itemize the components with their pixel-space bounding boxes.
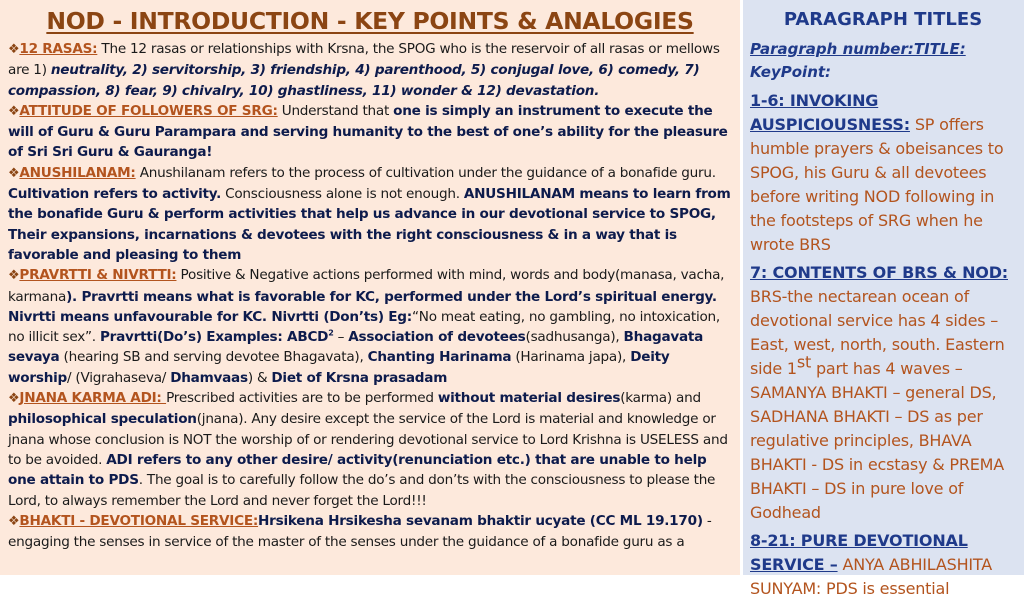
entry-text: ANYA ABHILASHITA SUNYAM: PDS is essential [750, 555, 993, 598]
heading-pravrtti: PRAVRTTI & NIVRTTI: [19, 267, 177, 284]
entry-text: part has 4 waves – SAMANYA BHAKTI – general DS, SADHANA BHAKTI – DS as per regulative principles, BHAVA BHAKTI - DS in ecstasy & PREMA BHAKTI – DS in pure love of Godhead [750, 359, 1005, 522]
paragraph-pravrtti [8, 265, 732, 388]
paragraph-anushilanam [8, 163, 732, 265]
entry-heading: 7: CONTENTS OF BRS & NOD: [750, 263, 1008, 282]
text: (sadhusanga), [525, 329, 624, 346]
bold-text: ). Pravrtti means what is favorable for KC, performed under the Lord’s spiritual energy. Nivrtti means unfavourable for KC. Nivrtti (Don’ts) Eg: [8, 288, 717, 325]
bold-text: Association of devotees [348, 329, 526, 346]
diamond-bullet-icon: ❖ [8, 268, 20, 284]
entry-text: SP offers humble prayers & obeisances to SPOG, his Guru & all devotees before writing NOD following in the footsteps of SRG when he wrote BRS [750, 115, 1004, 254]
entry-invoking [750, 89, 1016, 257]
paragraph-bhakti [8, 511, 732, 553]
bold-text: Bhagavata sevaya [8, 329, 704, 366]
bold-text: Dhamvaas [170, 369, 248, 386]
diamond-bullet-icon: ❖ [8, 391, 20, 407]
text: / (Vigrahaseva/ [67, 369, 171, 386]
legend-line-2: KeyPoint: [750, 63, 832, 81]
paragraph-titles-panel [743, 0, 1024, 598]
diamond-bullet-icon: ❖ [8, 103, 20, 119]
bold-text: without material desires [437, 390, 621, 407]
text: Understand that [277, 102, 394, 119]
bold-text: ANUSHILANAM means to learn from the bonafide Guru & perform activities that help us advance in our devotional service to SPOG, Their expansions, incarnations & devotees with the right consciousness & in a way that is favorable and pleasing to them [8, 186, 731, 263]
entry-heading: 1-6: INVOKING AUSPICIOUSNESS: [750, 91, 910, 134]
text: (karma) and [620, 390, 701, 407]
text: (hearing SB and serving devotee Bhagavata), [59, 349, 368, 366]
heading-attitude: ATTITUDE OF FOLLOWERS OF SRG: [19, 102, 278, 119]
text: (jnana). Any desire except the service of the Lord is material and knowledge or jnana whose conclusion is NOT the worship of or rendering devotional service to Lord Krishna is USELESS and to be avoided. [8, 411, 728, 468]
page-title: NOD - INTRODUCTION - KEY POINTS & ANALOGIES [46, 7, 694, 35]
text: “No meat eating, no gambling, no intoxication, no illicit sex”. [8, 308, 720, 346]
bold-text: Cultivation refers to activity. [8, 186, 222, 203]
entry-contents [750, 261, 1016, 525]
diamond-bullet-icon: ❖ [8, 42, 20, 57]
entry-heading: 8-21: PURE DEVOTIONAL SERVICE – [750, 531, 968, 574]
paragraph-attitude [8, 101, 732, 163]
bold-text: one is simply an instrument to execute the will of Guru & Guru Parampara and serving humanity to the best of one’s ability for the pleasure of Sri Sri Guru & Gauranga! [8, 102, 728, 161]
text: Positive & Negative actions performed with mind, words and body(manasa, vacha, karmana [8, 267, 725, 305]
bold-text: Deity worship [8, 349, 670, 386]
text: Anushilanam refers to the process of cultivation under the guidance of a bonafide guru. [135, 164, 716, 181]
diamond-bullet-icon: ❖ [8, 513, 20, 529]
heading-jnana-karma: JNANA KARMA ADI: [19, 390, 167, 407]
text: ) & [247, 369, 272, 386]
bold-text: ADI refers to any other desire/ activity(renunciation etc.) that are unable to help one attain to PDS [8, 451, 707, 489]
text: (Harinama japa), [511, 349, 631, 366]
text: – [333, 329, 349, 346]
panel-title: PARAGRAPH TITLES [783, 9, 983, 30]
bold-text: philosophical speculation [8, 411, 197, 428]
text: The 12 rasas or relationships with Krsna, the SPOG who is the reservoir of all rasas or mellows are 1) [8, 41, 720, 79]
text: Prescribed activities are to be performed [166, 390, 438, 407]
bold-text: Hrsikena Hrsikesha sevanam bhaktir ucyate (CC ML 19.170) [258, 512, 703, 529]
legend-line-1 [750, 38, 1016, 61]
text: - engaging the senses in service of the master of the senses under the guidance of a bonafide guru as a [8, 512, 712, 551]
legend-text: Paragraph number:TITLE: [750, 40, 966, 58]
bold-text: Diet of Krsna prasadam [271, 369, 448, 386]
paragraph-12-rasas [8, 39, 732, 101]
diamond-bullet-icon: ❖ [8, 165, 20, 181]
bold-text: Pravrtti(Do’s) Examples: ABCD [99, 329, 329, 346]
bold-text: Chanting Harinama [367, 349, 512, 366]
entry-pure-devotional [750, 529, 1016, 601]
heading-12-rasas: 12 RASAS: [19, 41, 98, 57]
superscript: 2 [328, 328, 334, 338]
heading-bhakti: BHAKTI - DEVOTIONAL SERVICE: [19, 512, 259, 529]
text: . The goal is to carefully follow the do’s and don’ts with the consciousness to please the Lord, to always remember the Lord and never forget the Lord!!! [8, 472, 716, 509]
superscript: st [796, 352, 812, 372]
bold-italic-text: neutrality, 2) servitorship, 3) friendship, 4) parenthood, 5) conjugal love, 6) comedy, 7) compassion, 8) fear, 9) chivalry, 10) ghastliness, 11) wonder & 12) devastation. [8, 62, 700, 99]
heading-anushilanam: ANUSHILANAM: [19, 164, 136, 181]
text: Consciousness alone is not enough. [221, 186, 464, 203]
paragraph-jnana-karma [8, 388, 732, 511]
entry-text: BRS-the nectarean ocean of devotional service has 4 sides – East, west, north, south. Eastern side 1 [750, 287, 1005, 378]
